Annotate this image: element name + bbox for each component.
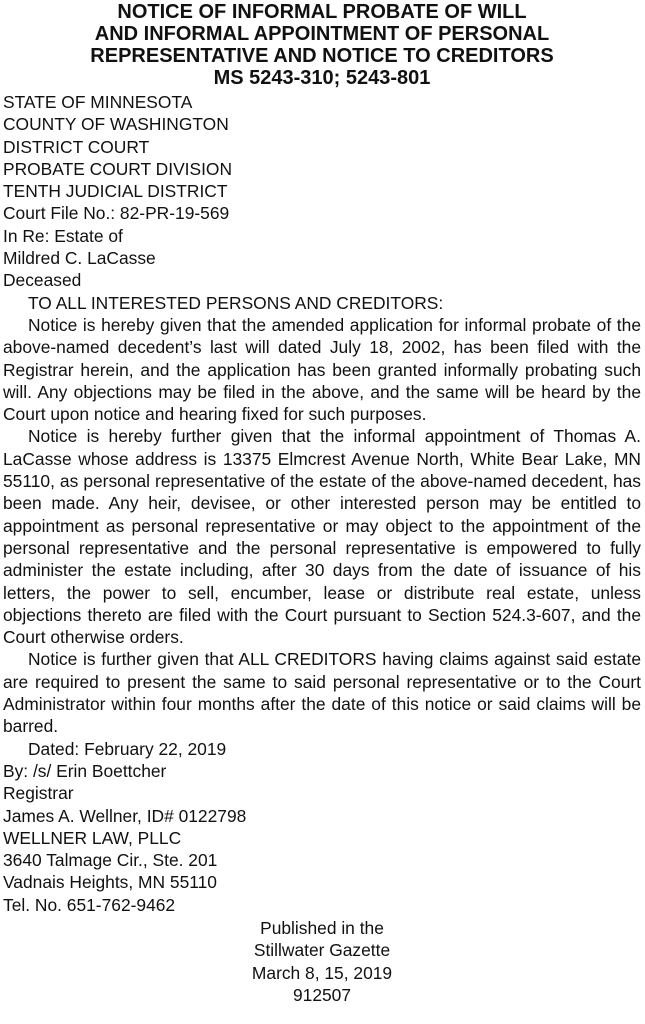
dated-line: Dated: February 22, 2019 — [28, 738, 227, 759]
title-line-1: NOTICE OF INFORMAL PROBATE OF WILL — [117, 1, 527, 23]
notice-title — [3, 1, 641, 89]
signature-block — [3, 738, 641, 916]
firm-telephone: Tel. No. 651-762-9462 — [3, 894, 176, 915]
decedent-name: Mildred C. LaCasse — [3, 248, 156, 269]
probate-paragraph: Notice is hereby given that the amended application for informal probate of the above-named decedent’s last will dated July 18, 2002, has been filed with the Registrar herein, and the application has been granted informally probating such will. Any objections may be filed in the above, and the same will be heard by the Court upon notice and hearing fixed for such purposes. — [3, 314, 641, 425]
caption-division: PROBATE COURT DIVISION — [3, 158, 233, 179]
registrar-title: Registrar — [3, 783, 74, 804]
law-firm: WELLNER LAW, PLLC — [3, 827, 182, 848]
newspaper-name: Stillwater Gazette — [253, 940, 391, 961]
salutation: TO ALL INTERESTED PERSONS AND CREDITORS: — [28, 292, 444, 313]
case-caption — [3, 91, 641, 292]
firm-city-address: Vadnais Heights, MN 55110 — [3, 872, 217, 893]
published-in: Published in the — [260, 917, 384, 938]
notice-body — [3, 292, 641, 738]
attorney-name: James A. Wellner, ID# 0122798 — [3, 805, 247, 826]
title-line-2: AND INFORMAL APPOINTMENT OF PERSONAL — [94, 23, 550, 45]
title-line-3: REPRESENTATIVE AND NOTICE TO CREDITORS — [90, 45, 554, 67]
signed-by: By: /s/ Erin Boettcher — [3, 760, 167, 781]
notice-id: 912507 — [292, 984, 352, 1005]
caption-state: STATE OF MINNESOTA — [3, 92, 193, 112]
caption-county: COUNTY OF WASHINGTON — [3, 114, 229, 135]
title-statute: MS 5243-310; 5243-801 — [213, 67, 431, 89]
caption-court: DISTRICT COURT — [3, 136, 150, 157]
legal-notice — [0, 1, 645, 1006]
caption-district: TENTH JUDICIAL DISTRICT — [3, 181, 228, 202]
firm-street-address: 3640 Talmage Cir., Ste. 201 — [3, 850, 218, 871]
in-re: In Re: Estate of — [3, 225, 123, 246]
publication-dates: March 8, 15, 2019 — [251, 962, 393, 983]
publication-info — [3, 917, 641, 1006]
creditors-paragraph: Notice is further given that ALL CREDITORS having claims against said estate are required to present the same to said personal representative or to the Court Administrator within four months after the date of this notice or said claims will be barred. — [3, 649, 641, 737]
court-file-number: Court File No.: 82-PR-19-569 — [3, 203, 230, 224]
deceased-label: Deceased — [3, 270, 82, 291]
appointment-paragraph: Notice is hereby further given that the informal appointment of Thomas A. LaCasse whose address is 13375 Elmcrest Avenue North, White Bear Lake, MN 55110, as personal representative of the estate of the above-named decedent, has been made. Any heir, devisee, or other interested person may be entitled to appointment as personal representative or may object to the appointment of the personal representative and the personal representative is empowered to fully administer the estate including, after 30 days from the date of issuance of his letters, the power to sell, encumber, lease or distribute real estate, unless objections thereto are filed with the Court pursuant to Section 524.3-607, and the Court otherwise orders. — [3, 426, 641, 648]
